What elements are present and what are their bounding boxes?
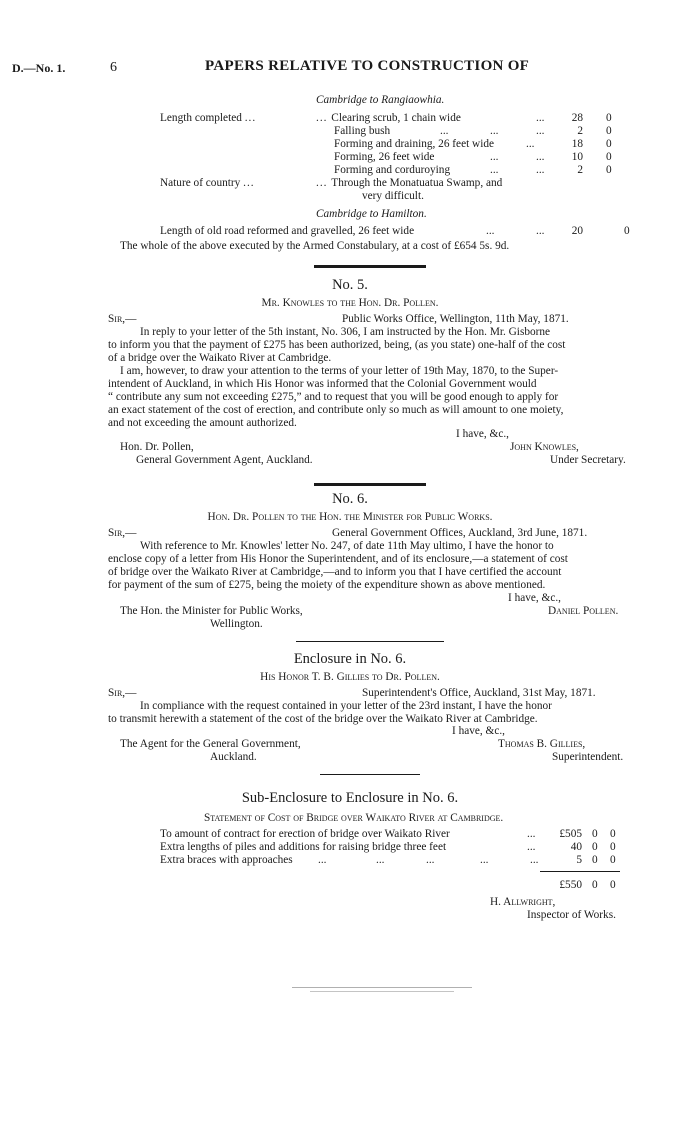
dots-leader: ...: [480, 854, 489, 866]
dots-leader: ...: [536, 225, 545, 237]
body-line: to transmit herewith a statement of the cost of the bridge over the Waikato River at Cambridge.: [108, 713, 538, 725]
dots-leader: ...: [527, 828, 536, 840]
closing: I have, &c.,: [508, 592, 562, 604]
total-rule: [540, 871, 620, 872]
page-number: 6: [110, 60, 117, 75]
place-date: General Government Offices, Auckland, 3rd June, 1871.: [332, 527, 588, 539]
table-row: Falling bush: [334, 125, 391, 137]
letter-title-no6: No. 6.: [332, 491, 368, 507]
table-row: Forming, 26 feet wide: [334, 151, 435, 163]
table-cell: 0: [606, 151, 612, 163]
letter-from-no5: Mr. Knowles to the Hon. Dr. Pollen.: [261, 297, 439, 309]
body-line: With reference to Mr. Knowles' letter No. 247, of date 11th May ultimo, I have the honor to: [140, 540, 554, 552]
body-line: of bridge over the Waikato River at Cambridge,—and to inform you that I have certified the account: [108, 566, 562, 578]
dots-leader: ...: [318, 854, 327, 866]
signer-title: Under Secretary.: [550, 454, 626, 466]
ornament-rule: [310, 991, 454, 992]
body-line: and not exceeding the amount authorized.: [108, 417, 297, 429]
dots-leader: ...: [426, 854, 435, 866]
table-cell: 5: [576, 854, 582, 866]
body-line: an exact statement of the cost of erection, and contribute only so much as will amount to one moiety,: [108, 404, 564, 416]
section-divider: [320, 774, 420, 775]
total-pounds: £550: [559, 879, 582, 891]
body-line: In reply to your letter of the 5th instant, No. 306, I am instructed by the Hon. Mr. Gisborne: [140, 326, 551, 338]
table-cell: 0: [610, 841, 616, 853]
signer-title: Inspector of Works.: [527, 909, 616, 921]
table-row: Extra braces with approaches: [160, 854, 293, 866]
dots-leader: ...: [536, 164, 545, 176]
closing: I have, &c.,: [452, 725, 506, 737]
statement-heading: Statement of Cost of Bridge over Waikato River at Cambridge.: [204, 812, 504, 824]
table-cell: 0: [606, 125, 612, 137]
running-title: PAPERS RELATIVE TO CONSTRUCTION OF: [205, 58, 530, 74]
addressee-title: General Government Agent, Auckland.: [136, 454, 313, 466]
table-row: ... Clearing scrub, 1 chain wide: [316, 112, 461, 124]
length-completed-label: Length completed ...: [160, 112, 257, 124]
addressee-title: Wellington.: [210, 618, 263, 630]
table-row: Extra lengths of piles and additions for raising bridge three feet: [160, 841, 447, 853]
table-cell: 0: [606, 138, 612, 150]
signer-name: Daniel Pollen.: [548, 605, 619, 617]
table-cell: 40: [570, 841, 582, 853]
dots-leader: ...: [486, 225, 495, 237]
section-heading-rangiaowhia: Cambridge to Rangiaowhia.: [316, 94, 445, 106]
signer-name: Thomas B. Gillies,: [498, 738, 586, 750]
addressee-title: Auckland.: [210, 751, 257, 763]
table-cell: 0: [592, 828, 598, 840]
table-cell: 2: [577, 164, 583, 176]
body-line: intendent of Auckland, in which His Honor was informed that the Colonial Government would: [108, 378, 537, 390]
salutation: Sir,—: [108, 527, 137, 539]
section-divider: [314, 265, 426, 268]
table-row: To amount of contract for erection of bridge over Waikato River: [160, 828, 450, 840]
dots-leader: ...: [536, 151, 545, 163]
salutation: Sir,—: [108, 313, 137, 325]
place-date: Superintendent's Office, Auckland, 31st May, 1871.: [362, 687, 596, 699]
section-divider: [296, 641, 444, 642]
place-date: Public Works Office, Wellington, 11th May, 1871.: [342, 313, 569, 325]
table-row: Forming and draining, 26 feet wide: [334, 138, 495, 150]
document-reference: D.—No. 1.: [12, 61, 66, 75]
nature-of-country-value: ... Through the Monatuatua Swamp, and: [316, 177, 503, 189]
table-cell: £505: [559, 828, 582, 840]
table-cell: 0: [592, 854, 598, 866]
dots-leader: ...: [376, 854, 385, 866]
section-heading-hamilton: Cambridge to Hamilton.: [316, 208, 427, 220]
table-cell: 0: [624, 225, 630, 237]
signer-name: H. Allwright,: [490, 896, 556, 908]
body-line: of a bridge over the Waikato River at Cambridge.: [108, 352, 332, 364]
total-pence: 0: [610, 879, 616, 891]
letter-from-no6: Hon. Dr. Pollen to the Hon. the Minister for Public Works.: [207, 511, 493, 523]
body-line: to inform you that the payment of £275 has been authorized, being, (as you state) one-half of the cost: [108, 339, 566, 351]
addressee: The Hon. the Minister for Public Works,: [120, 605, 303, 617]
signer-title: Superintendent.: [552, 751, 624, 763]
dots-leader: ...: [526, 138, 535, 150]
table-row: Forming and corduroying: [334, 164, 451, 176]
enclosure-from: His Honor T. B. Gillies to Dr. Pollen.: [260, 671, 440, 683]
dots-leader: ...: [490, 151, 499, 163]
dots-leader: ...: [536, 125, 545, 137]
closing: I have, &c.,: [456, 428, 510, 440]
nature-of-country-label: Nature of country ...: [160, 177, 255, 189]
enclosure-title: Enclosure in No. 6.: [293, 651, 407, 667]
table-row: Length of old road reformed and gravelled, 26 feet wide: [160, 225, 415, 237]
table-cell: 20: [571, 225, 583, 237]
table-cell: 0: [610, 828, 616, 840]
nature-of-country-value-cont: very difficult.: [362, 190, 424, 202]
addressee: Hon. Dr. Pollen,: [120, 441, 194, 453]
body-line: In compliance with the request contained in your letter of the 23rd instant, I have the honor: [140, 700, 552, 712]
table-cell: 0: [592, 841, 598, 853]
section-divider: [314, 483, 426, 486]
body-line: “ contribute any sum not exceeding £275,” and to request that you will be good enough to apply for: [108, 391, 559, 403]
table-cell: 10: [571, 151, 583, 163]
table-cell: 0: [606, 112, 612, 124]
summary-text: The whole of the above executed by the Armed Constabulary, at a cost of £654 5s. 9d.: [120, 240, 510, 252]
signer-name: John Knowles,: [510, 441, 579, 453]
dots-leader: ...: [440, 125, 449, 137]
table-cell: 28: [571, 112, 583, 124]
sub-enclosure-title: Sub-Enclosure to Enclosure in No. 6.: [241, 790, 459, 806]
table-cell: 18: [571, 138, 583, 150]
dots-leader: ...: [527, 841, 536, 853]
ornament-rule: [292, 987, 472, 988]
body-line: I am, however, to draw your attention to the terms of your letter of 19th May, 1870, to the Super-: [120, 365, 559, 377]
letter-title-no5: No. 5.: [332, 277, 368, 293]
table-cell: 0: [606, 164, 612, 176]
salutation: Sir,—: [108, 687, 137, 699]
dots-leader: ...: [536, 112, 545, 124]
dots-leader: ...: [490, 125, 499, 137]
dots-leader: ...: [530, 854, 539, 866]
body-line: enclose copy of a letter from His Honor the Superintendent, and of its enclosure,—a statement of cost: [108, 553, 568, 565]
table-cell: 2: [577, 125, 583, 137]
body-line: for payment of the sum of £275, being the moiety of the expenditure shown as above mentioned.: [108, 579, 546, 591]
table-cell: 0: [610, 854, 616, 866]
total-shillings: 0: [592, 879, 598, 891]
dots-leader: ...: [490, 164, 499, 176]
addressee: The Agent for the General Government,: [120, 738, 301, 750]
